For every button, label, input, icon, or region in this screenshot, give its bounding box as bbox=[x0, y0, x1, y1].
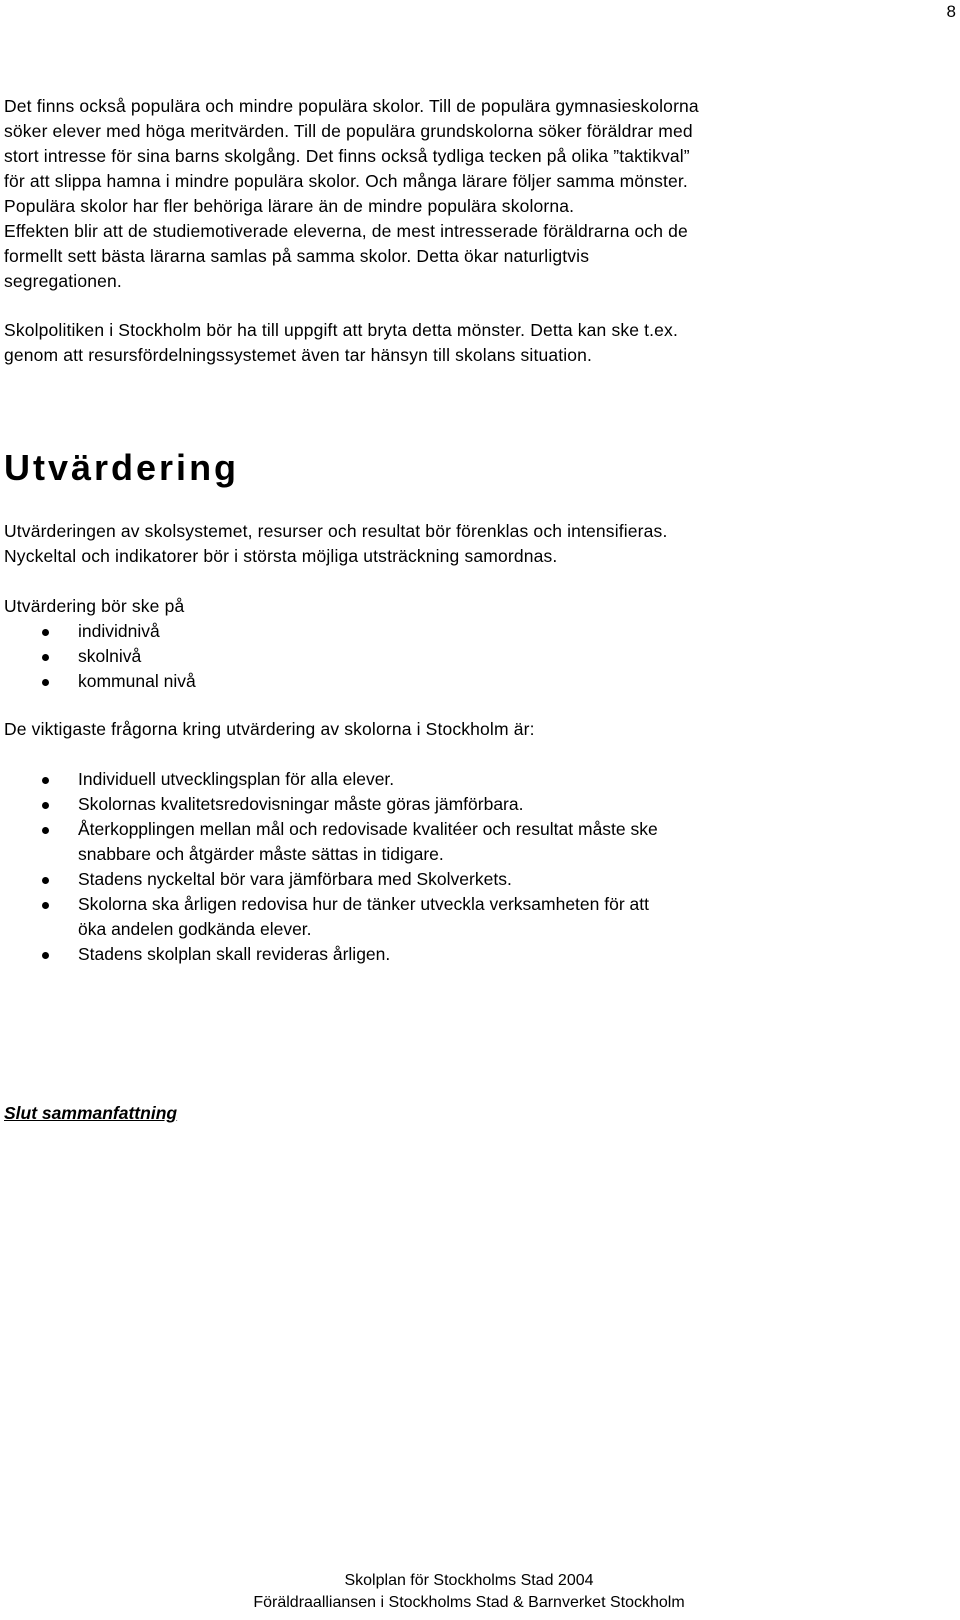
bullet-icon bbox=[42, 629, 49, 636]
list-item bbox=[4, 817, 658, 867]
levels-lead: Utvärdering bör ske på bbox=[4, 596, 185, 616]
bullet-icon bbox=[42, 877, 49, 884]
intro-paragraph bbox=[4, 94, 944, 294]
bullet-icon bbox=[42, 802, 49, 809]
list-item bbox=[4, 619, 196, 644]
text-line: Populära skolor har fler behöriga lärare än de mindre populära skolorna. bbox=[4, 196, 575, 216]
text-line: söker elever med höga meritvärden. Till de populära grundskolorna söker föräldrar med bbox=[4, 121, 693, 141]
text-line: stort intresse för sina barns skolgång. Det finns också tydliga tecken på olika ”taktikval” bbox=[4, 146, 690, 166]
list-item bbox=[4, 644, 196, 669]
list-item-text: Återkopplingen mellan mål och redovisade kvalitéer och resultat måste ske bbox=[78, 819, 658, 839]
bullet-icon bbox=[42, 654, 49, 661]
levels-list bbox=[4, 619, 196, 694]
text-line: Utvärderingen av skolsystemet, resurser och resultat bör förenklas och intensifieras. bbox=[4, 521, 668, 541]
footer-line: Föräldraalliansen i Stockholms Stad & Barnverket Stockholm bbox=[253, 1594, 685, 1611]
list-item-text: öka andelen godkända elever. bbox=[78, 919, 312, 939]
closing-text: Slut sammanfattning bbox=[4, 1103, 178, 1123]
list-item bbox=[4, 792, 658, 817]
list-item bbox=[4, 942, 658, 967]
bullet-icon bbox=[42, 777, 49, 784]
list-item-text: Skolornas kvalitetsredovisningar måste göras jämförbara. bbox=[78, 794, 524, 814]
list-item bbox=[4, 867, 658, 892]
list-item-text: snabbare och åtgärder måste sättas in tidigare. bbox=[78, 844, 444, 864]
text-line: segregationen. bbox=[4, 271, 122, 291]
text-line: genom att resursfördelningssystemet även tar hänsyn till skolans situation. bbox=[4, 345, 593, 365]
list-item-text: Stadens nyckeltal bör vara jämförbara med Skolverkets. bbox=[78, 869, 512, 889]
list-item-text: Individuell utvecklingsplan för alla elever. bbox=[78, 769, 395, 789]
text-line: Effekten blir att de studiemotiverade eleverna, de mest intresserade föräldrarna och de bbox=[4, 221, 688, 241]
section-heading: Utvärdering bbox=[4, 447, 240, 488]
list-item bbox=[4, 767, 658, 792]
questions-lead: De viktigaste frågorna kring utvärdering av skolorna i Stockholm är: bbox=[4, 719, 535, 739]
questions-list bbox=[4, 767, 658, 967]
page-number: 8 bbox=[946, 2, 956, 21]
list-item-text: individnivå bbox=[78, 621, 160, 641]
list-item bbox=[4, 669, 196, 694]
bullet-icon bbox=[42, 952, 49, 959]
bullet-icon bbox=[42, 679, 49, 686]
list-item-text: skolnivå bbox=[78, 646, 142, 666]
list-item-text: Skolorna ska årligen redovisa hur de tänker utveckla verksamheten för att bbox=[78, 894, 649, 914]
text-line: Skolpolitiken i Stockholm bör ha till uppgift att bryta detta mönster. Detta kan ske t.ex. bbox=[4, 320, 678, 340]
text-line: Det finns också populära och mindre populära skolor. Till de populära gymnasieskolorna bbox=[4, 96, 699, 116]
list-item-text: kommunal nivå bbox=[78, 671, 196, 691]
text-line: Nyckeltal och indikatorer bör i största möjliga utsträckning samordnas. bbox=[4, 546, 558, 566]
policy-paragraph bbox=[4, 318, 944, 368]
list-item bbox=[4, 892, 658, 942]
evaluation-paragraph bbox=[4, 519, 944, 569]
footer-line: Skolplan för Stockholms Stad 2004 bbox=[344, 1572, 594, 1589]
text-line: formellt sett bästa lärarna samlas på samma skolor. Detta ökar naturligtvis bbox=[4, 246, 590, 266]
list-item-text: Stadens skolplan skall revideras årligen. bbox=[78, 944, 391, 964]
text-line: för att slippa hamna i mindre populära skolor. Och många lärare följer samma mönster. bbox=[4, 171, 688, 191]
page-footer bbox=[4, 1570, 934, 1614]
bullet-icon bbox=[42, 902, 49, 909]
bullet-icon bbox=[42, 827, 49, 834]
